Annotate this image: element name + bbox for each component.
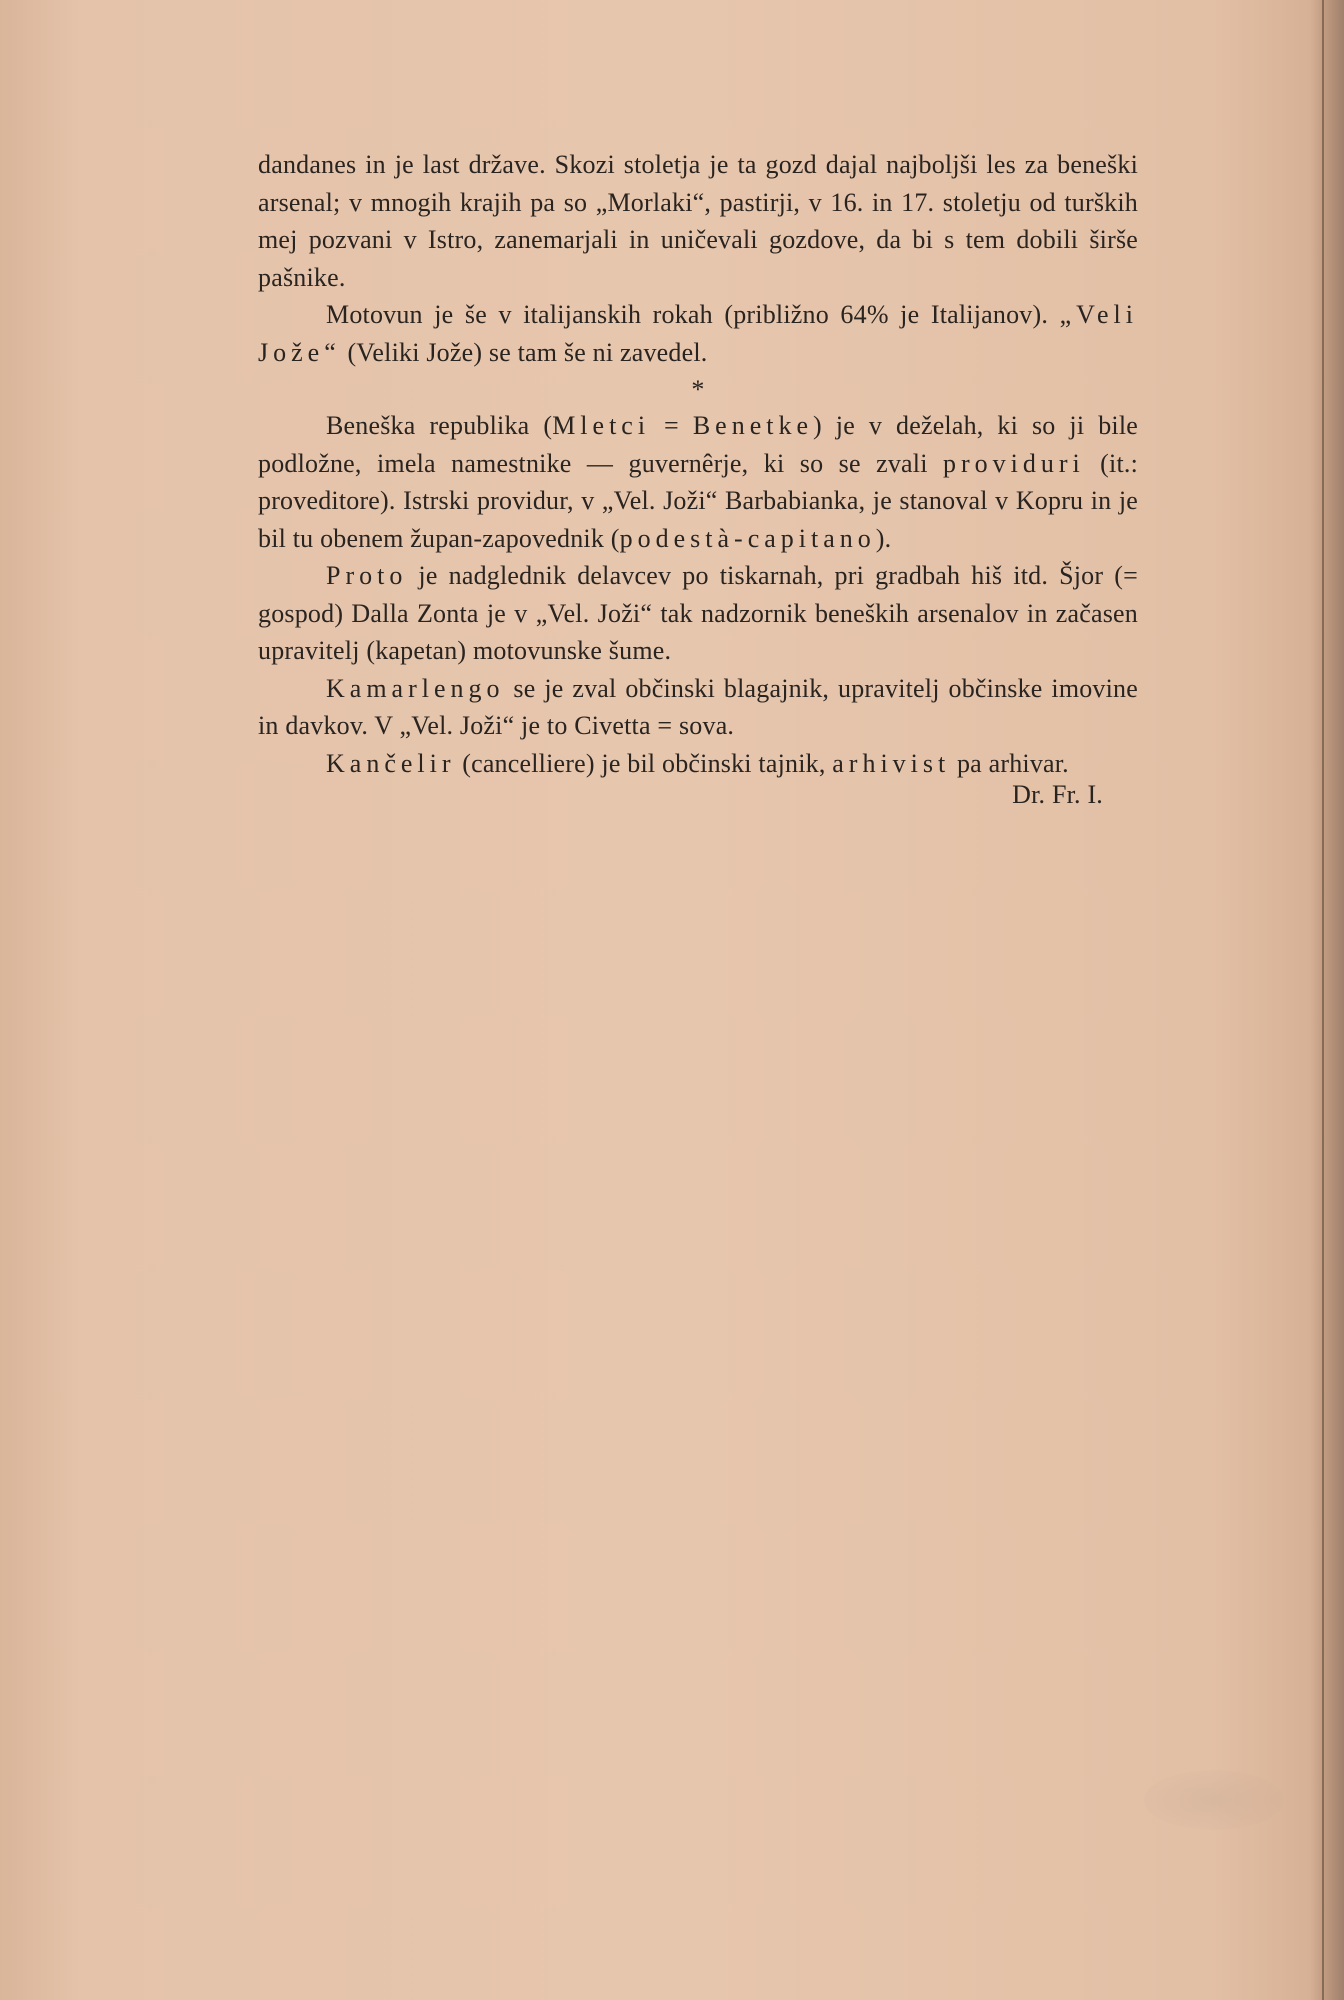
spaced-term: Proto bbox=[326, 561, 408, 590]
spaced-term: podestà-capitano bbox=[619, 523, 876, 553]
spaced-term: Benetke bbox=[692, 411, 813, 440]
paragraph-republic bbox=[258, 407, 1138, 557]
spaced-term: Kančelir bbox=[326, 748, 456, 778]
paragraph-motovun bbox=[258, 296, 1138, 371]
paragraph-text: (cancelliere) je bil občinski tajnik, bbox=[462, 748, 826, 778]
paragraph-kancelir bbox=[258, 745, 1138, 783]
spaced-term: arhivist bbox=[832, 748, 951, 778]
paragraph-text: (it.: proveditore). Istrski providur, v „Vel. Joži“ Barbabianka, je stanoval v Kopru in je bil tu obenem župan-zapovednik ( bbox=[258, 448, 1139, 553]
paragraph-text: dandanes in je last države. Skozi stoletja je ta gozd dajal najboljši les za beneški arsenal; v mnogih krajih pa so „Morlaki“, pastirji, v 16. in 17. stoletju od turških mej pozvani v Istro, zanemarjali in uničevali gozdove, da bi s tem dobili širše pašnike. bbox=[258, 150, 1138, 292]
spaced-term: „Veli Jože“ bbox=[258, 300, 1138, 367]
paragraph-proto bbox=[258, 557, 1138, 670]
page-edge-shadow bbox=[1310, 0, 1344, 2000]
paragraph-text: ) je v deželah, ki so ji bile podložne, imela namestnike — guvernêrje, ki so se zvali bbox=[258, 411, 1138, 478]
paragraph-text: ). bbox=[875, 523, 892, 553]
paper-stain bbox=[1144, 1770, 1284, 1830]
document-body bbox=[258, 146, 1138, 814]
spaced-term: Kamarlengo bbox=[326, 673, 505, 703]
spaced-term: Mletci bbox=[552, 411, 651, 440]
paragraph-forest bbox=[258, 146, 1138, 296]
paragraph-kamarlengo bbox=[258, 670, 1138, 745]
paragraph-text: pa arhivar. bbox=[956, 748, 1069, 778]
paragraph-text: Motovun je še v italijanskih rokah (približno 64% je Italijanov). bbox=[326, 300, 1049, 329]
paragraph-text: (Veliki Jože) se tam še ni zavedel. bbox=[347, 337, 708, 367]
spaced-term: providuri bbox=[943, 448, 1085, 478]
author-signature: Dr. Fr. I. bbox=[1012, 780, 1103, 809]
paragraph-text: je nadglednik delavcev po tiskarnah, pri gradbah hiš itd. Šjor (= gospod) Dalla Zonta je v „Vel. Joži“ tak nadzornik beneških arsenalov in začasen upravitelj (kapetan) motovunske šume. bbox=[258, 561, 1138, 665]
paragraph-text: Beneška republika ( bbox=[326, 411, 553, 440]
section-separator: * bbox=[691, 375, 705, 404]
paragraph-text: = bbox=[664, 411, 679, 440]
paragraph-text: se je zval občinski blagajnik, upravitelj občinske imovine in davkov. V „Vel. Joži“ je to Civetta = sova. bbox=[258, 673, 1139, 740]
